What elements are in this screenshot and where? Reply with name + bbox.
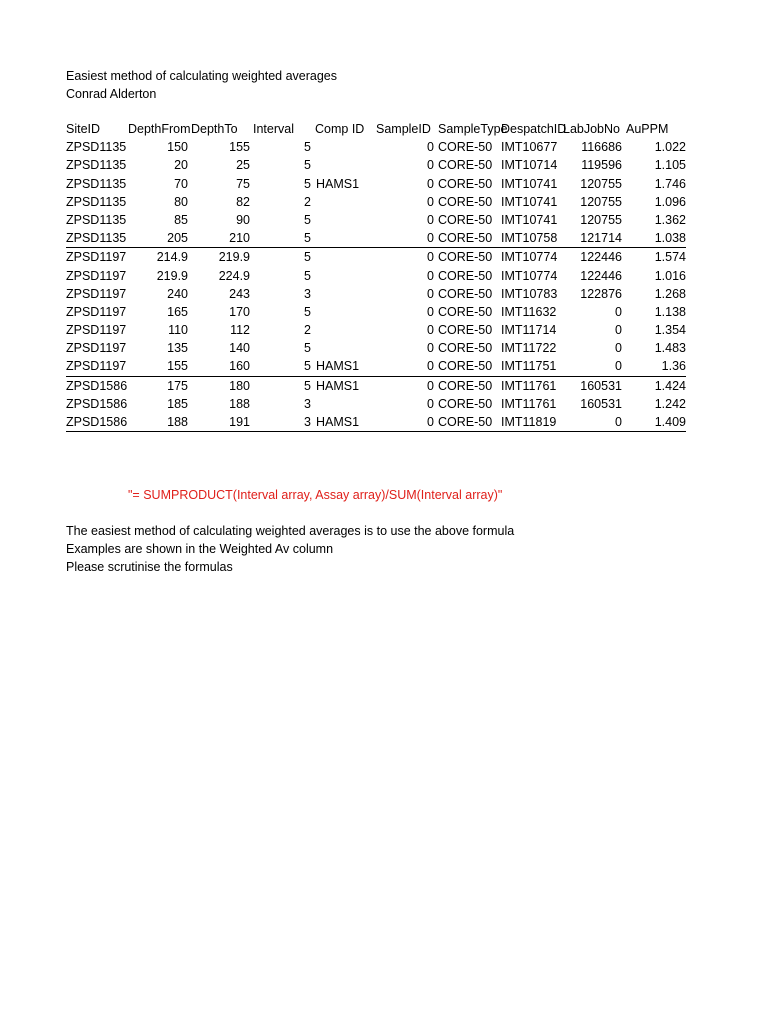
cell-depthfrom: 135 (167, 341, 188, 356)
cell-depthto: 155 (229, 140, 250, 155)
cell-siteid: ZPSD1135 (66, 231, 127, 246)
table-row (66, 211, 686, 229)
cell-interval: 5 (304, 341, 311, 356)
cell-depthto: 191 (229, 415, 250, 429)
cell-despatchid: IMT11714 (501, 323, 557, 338)
cell-auppm: 1.354 (654, 323, 686, 338)
cell-sampleid: 0 (427, 140, 434, 155)
data-table (66, 120, 686, 432)
cell-depthfrom: 85 (174, 212, 188, 227)
cell-sampletype: CORE-50 (438, 304, 493, 319)
cell-depthto: 243 (229, 286, 250, 301)
cell-labjobno: 0 (615, 323, 622, 338)
cell-interval: 5 (304, 212, 311, 227)
table-row (66, 267, 686, 285)
cell-labjobno: 120755 (580, 194, 622, 209)
cell-sampletype: CORE-50 (438, 359, 493, 374)
table-row (66, 321, 686, 339)
cell-despatchid: IMT10758 (501, 231, 558, 246)
table-row (66, 229, 686, 248)
table-row (66, 395, 686, 413)
table-row (66, 175, 686, 193)
cell-sampletype: CORE-50 (438, 286, 493, 301)
cell-labjobno: 160531 (580, 396, 622, 411)
cell-despatchid: IMT11632 (501, 304, 557, 319)
cell-interval: 2 (304, 323, 311, 338)
cell-siteid: ZPSD1197 (66, 341, 127, 356)
cell-depthfrom: 20 (174, 158, 188, 173)
cell-interval: 5 (304, 250, 311, 265)
cell-sampletype: CORE-50 (438, 396, 493, 411)
cell-depthto: 188 (229, 396, 250, 411)
cell-depthto: 90 (236, 212, 250, 227)
cell-depthfrom: 150 (167, 140, 188, 155)
cell-depthfrom: 205 (167, 231, 188, 246)
cell-depthfrom: 185 (167, 396, 188, 411)
cell-depthto: 170 (229, 304, 250, 319)
cell-labjobno: 120755 (580, 176, 622, 191)
cell-depthto: 210 (229, 231, 250, 246)
cell-sampletype: CORE-50 (438, 140, 493, 155)
cell-interval: 3 (304, 286, 311, 301)
cell-labjobno: 122446 (580, 250, 622, 265)
cell-despatchid: IMT10714 (501, 158, 558, 173)
cell-sampleid: 0 (427, 415, 434, 429)
cell-sampletype: CORE-50 (438, 176, 493, 191)
cell-interval: 5 (304, 378, 311, 393)
cell-despatchid: IMT11722 (501, 341, 557, 356)
cell-interval: 5 (304, 359, 311, 374)
cell-siteid: ZPSD1197 (66, 304, 127, 319)
cell-auppm: 1.096 (654, 194, 686, 209)
column-header-sampletype: SampleType (438, 122, 508, 136)
cell-labjobno: 0 (615, 415, 622, 429)
cell-auppm: 1.022 (654, 140, 686, 155)
cell-depthfrom: 175 (167, 378, 188, 393)
table-row (66, 339, 686, 357)
cell-auppm: 1.746 (654, 176, 686, 191)
table-row (66, 193, 686, 211)
cell-depthto: 160 (229, 359, 250, 374)
cell-interval: 5 (304, 268, 311, 283)
cell-auppm: 1.409 (654, 415, 686, 429)
table-row (66, 303, 686, 321)
cell-sampleid: 0 (427, 378, 434, 393)
cell-siteid: ZPSD1135 (66, 212, 127, 227)
cell-compid: HAMS1 (316, 176, 360, 191)
table-body (66, 138, 686, 432)
column-header-sampleid: SampleID (376, 122, 431, 136)
column-header-labjobno: LabJobNo (563, 122, 620, 136)
cell-labjobno: 0 (615, 304, 622, 319)
cell-siteid: ZPSD1586 (66, 415, 128, 429)
cell-depthto: 219.9 (218, 250, 250, 265)
cell-depthfrom: 219.9 (156, 268, 188, 283)
cell-siteid: ZPSD1135 (66, 176, 127, 191)
cell-auppm: 1.362 (654, 212, 686, 227)
column-header-compid: Comp ID (315, 122, 365, 136)
cell-siteid: ZPSD1586 (66, 396, 128, 411)
note-line: The easiest method of calculating weighted averages is to use the above formula (66, 524, 515, 538)
note-line: Examples are shown in the Weighted Av column (66, 542, 334, 557)
cell-interval: 3 (304, 396, 311, 411)
cell-depthfrom: 80 (174, 194, 188, 209)
cell-sampletype: CORE-50 (438, 250, 493, 265)
table-row (66, 357, 686, 376)
cell-depthto: 82 (236, 194, 250, 209)
cell-auppm: 1.105 (654, 158, 686, 173)
table-row (66, 248, 686, 266)
cell-depthto: 224.9 (218, 268, 250, 283)
cell-sampletype: CORE-50 (438, 268, 493, 283)
table-row (66, 156, 686, 174)
table-header-row (66, 120, 686, 138)
formula-text: "= SUMPRODUCT(Interval array, Assay array)/SUM(Interval array)" (128, 488, 503, 502)
table-row (66, 377, 686, 395)
cell-labjobno: 120755 (580, 212, 622, 227)
cell-interval: 5 (304, 176, 311, 191)
cell-auppm: 1.038 (654, 231, 686, 246)
cell-compid: HAMS1 (316, 415, 360, 429)
cell-siteid: ZPSD1135 (66, 194, 127, 209)
cell-siteid: ZPSD1586 (66, 378, 128, 393)
cell-depthfrom: 165 (167, 304, 188, 319)
cell-labjobno: 116686 (581, 140, 622, 155)
cell-sampleid: 0 (427, 268, 434, 283)
cell-depthfrom: 70 (174, 176, 188, 191)
table-row (66, 138, 686, 156)
cell-sampleid: 0 (427, 323, 434, 338)
cell-sampleid: 0 (427, 396, 434, 411)
cell-depthto: 112 (230, 323, 250, 338)
cell-sampletype: CORE-50 (438, 415, 493, 429)
cell-depthfrom: 214.9 (156, 250, 188, 265)
cell-despatchid: IMT10741 (501, 176, 558, 191)
cell-despatchid: IMT10783 (501, 286, 558, 301)
cell-sampletype: CORE-50 (438, 212, 493, 227)
cell-depthfrom: 110 (168, 323, 188, 338)
cell-despatchid: IMT11761 (501, 396, 557, 411)
column-header-interval: Interval (253, 122, 294, 136)
notes (66, 522, 514, 577)
cell-siteid: ZPSD1197 (66, 268, 127, 283)
cell-depthfrom: 155 (167, 359, 188, 374)
cell-labjobno: 121714 (580, 231, 622, 246)
column-header-auppm: AuPPM (626, 122, 669, 136)
cell-sampleid: 0 (427, 231, 434, 246)
cell-sampleid: 0 (427, 158, 434, 173)
cell-auppm: 1.483 (654, 341, 686, 356)
cell-labjobno: 119596 (581, 158, 622, 173)
cell-despatchid: IMT11761 (501, 378, 557, 393)
cell-interval: 2 (304, 194, 311, 209)
cell-despatchid: IMT10774 (501, 268, 558, 283)
note-line: Please scrutinise the formulas (66, 560, 233, 575)
cell-despatchid: IMT10774 (501, 250, 558, 265)
document-author: Conrad Alderton (66, 87, 157, 101)
table-row (66, 413, 686, 432)
cell-labjobno: 122446 (580, 268, 622, 283)
cell-depthto: 75 (236, 176, 250, 191)
cell-despatchid: IMT11819 (501, 415, 557, 429)
cell-depthfrom: 240 (167, 286, 188, 301)
cell-siteid: ZPSD1135 (66, 140, 127, 155)
cell-auppm: 1.424 (654, 378, 686, 393)
cell-labjobno: 0 (615, 341, 622, 356)
cell-compid: HAMS1 (316, 359, 360, 374)
table-row (66, 285, 686, 303)
cell-siteid: ZPSD1135 (66, 158, 127, 173)
cell-labjobno: 0 (615, 359, 622, 374)
cell-despatchid: IMT11751 (501, 359, 557, 374)
cell-compid: HAMS1 (316, 378, 360, 393)
cell-despatchid: IMT10741 (501, 194, 558, 209)
cell-depthto: 25 (236, 158, 250, 173)
cell-interval: 5 (304, 231, 311, 246)
cell-auppm: 1.574 (654, 250, 686, 265)
cell-despatchid: IMT10677 (501, 140, 558, 155)
cell-sampletype: CORE-50 (438, 231, 493, 246)
cell-labjobno: 122876 (580, 286, 622, 301)
cell-siteid: ZPSD1197 (66, 323, 127, 338)
cell-sampletype: CORE-50 (438, 323, 493, 338)
cell-interval: 5 (304, 304, 311, 319)
cell-sampleid: 0 (427, 359, 434, 374)
cell-auppm: 1.36 (661, 359, 686, 374)
cell-auppm: 1.268 (654, 286, 686, 301)
cell-sampleid: 0 (427, 194, 434, 209)
cell-sampletype: CORE-50 (438, 194, 493, 209)
cell-sampleid: 0 (427, 212, 434, 227)
cell-siteid: ZPSD1197 (66, 250, 127, 265)
cell-interval: 3 (304, 415, 311, 429)
column-header-despatchid: DespatchID (501, 122, 567, 136)
cell-sampletype: CORE-50 (438, 378, 493, 393)
cell-auppm: 1.242 (654, 396, 686, 411)
column-header-siteid: SiteID (66, 122, 101, 136)
cell-interval: 5 (304, 158, 311, 173)
cell-depthfrom: 188 (167, 415, 188, 429)
cell-sampleid: 0 (427, 286, 434, 301)
cell-sampleid: 0 (427, 341, 434, 356)
column-header-depthto: DepthTo (191, 122, 238, 136)
cell-depthto: 180 (229, 378, 250, 393)
cell-interval: 5 (304, 140, 311, 155)
cell-sampleid: 0 (427, 250, 434, 265)
cell-sampletype: CORE-50 (438, 158, 493, 173)
cell-depthto: 140 (229, 341, 250, 356)
cell-auppm: 1.138 (654, 304, 686, 319)
document-title: Easiest method of calculating weighted averages (66, 69, 337, 83)
cell-siteid: ZPSD1197 (66, 286, 127, 301)
cell-auppm: 1.016 (654, 268, 686, 283)
cell-despatchid: IMT10741 (501, 212, 558, 227)
cell-sampleid: 0 (427, 304, 434, 319)
column-header-depthfrom: DepthFrom (128, 122, 191, 136)
cell-sampleid: 0 (427, 176, 434, 191)
cell-sampletype: CORE-50 (438, 341, 493, 356)
cell-labjobno: 160531 (580, 378, 622, 393)
cell-siteid: ZPSD1197 (66, 359, 127, 374)
